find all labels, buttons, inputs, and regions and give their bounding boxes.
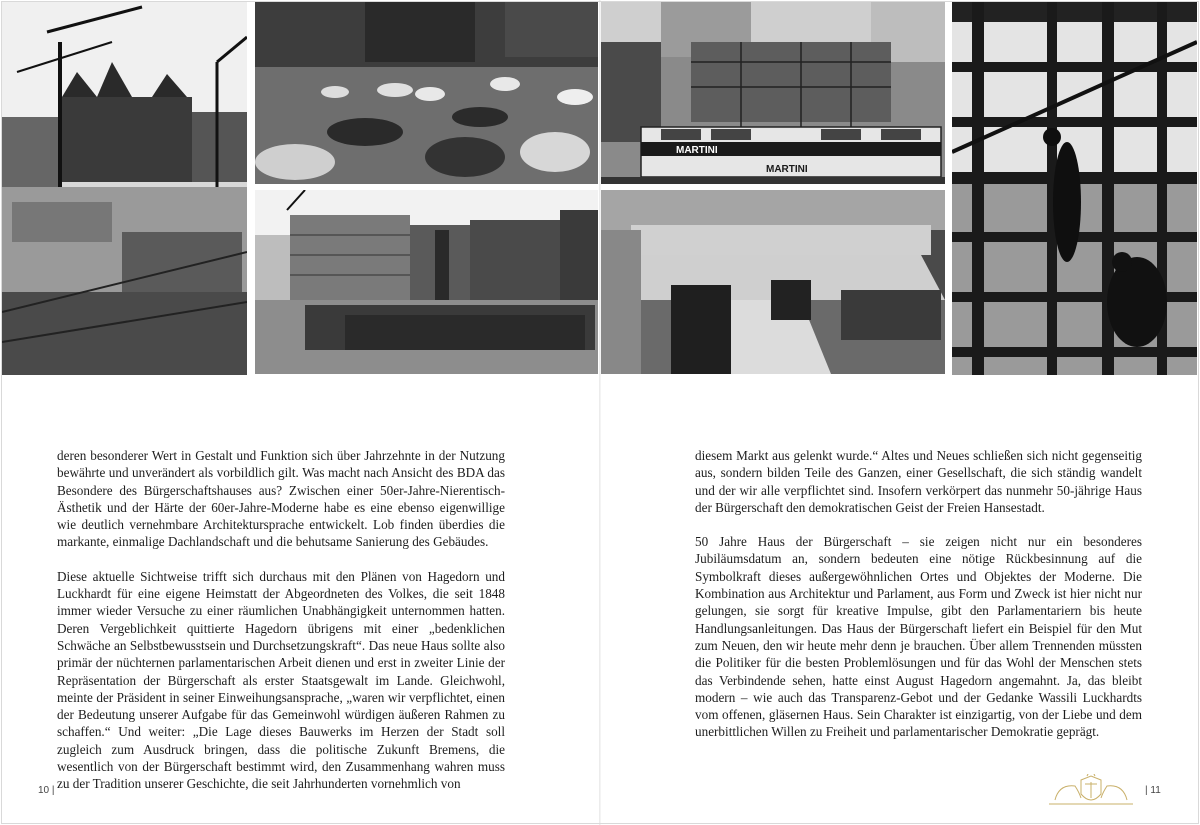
page-number-right: | 11 — [1145, 785, 1161, 796]
photo-parked-cars-square — [255, 2, 598, 184]
text-column-left — [57, 447, 505, 810]
photo-crowd-square — [255, 190, 598, 374]
paragraph: diesem Markt aus gelenkt wurde.“ Altes und Neues schließen sich nicht gegenseitig aus, sondern bilden Teile des Ganzen, einer Gesellschaft, die sich ständig wandelt und der wir alle verpflichtet sind. Insofern verkörpert das nunmehr 50-jährige Haus der Bürgerschaft den demokratischen Geist der Freien Hansestadt. — [695, 448, 1142, 515]
photo-group-inspection — [601, 190, 945, 374]
page-number-left: 10 | — [38, 785, 55, 796]
paragraph: 50 Jahre Haus der Bürgerschaft – sie zeigen nicht nur ein besonderes Jubiläumsdatum an, sondern bedeuten eine nötige Rückbesinnung auf die Symbolkraft dieses außergewöhnlichen Ortes und Objektes der Moderne. Die Kombination aus Architektur und Parlament, aus Form und Zweck ist hier nicht nur gelungen, sie sorgt für kreative Impulse, gibt den Parlamentariern bis heute Handlungsanleitungen. Das Haus der Bürgerschaft liefert ein Beispiel für den Mut zum Neuen, den wir heute mehr denn je brauchen. Über allem Trennenden müssten die Politiker für die besten Problemlösungen und für das Wohl der Menschen stets das Verbindende sehen, hatte einst August Hagedorn angemahnt. Ja, das bleibt modern – wie auch das Transparenz-Gebot und der Gedanke Wassili Luckhardts vom offenen, gläsernen Haus. Sein Charakter ist einzigartig, von der Liebe und dem unerbittlichen Willen zu Freiheit und parlamentarischer Demokratie geprägt. — [695, 534, 1142, 740]
tram-sign-martini-2: MARTINI — [766, 164, 808, 175]
paragraph: Diese aktuelle Sichtweise trifft sich durchaus mit den Plänen von Hagedorn und Luckhardt für eine eigene Heimstatt der Abgeordneten des Volkes, die seit 1848 immer wieder Versuche zu einer räumlichen Unabhängigkeit unternommen hatten. Deren Vergeblichkeit quittierte Hagedorn übrigens mit einer „bedenklichen Schwäche an Selbstbewusstsein und Durchsetzungskraft“. Das neue Haus sollte also primär der nüchternen parlamentarischen Arbeit dienen und erst in zweiter Linie der Repräsentation der Bürgerschaft als erster Staatsgewalt im Lande. Gleichwohl, meinte der Präsident in seiner Einweihungsansprache, „waren wir verpflichtet, einen der Bedeutung unserer Aufgabe für das Gemeinwohl würdigen äußeren Rahmen zu schaffen.“ Und weiter: „Die Lage dieses Bauwerks im Herzen der Stadt soll zugleich zum Ausdruck bringen, dass die politische Zukunft Bremens, die wesentlich von der Bürgerschaft bestimmt wird, den Zusammenhang wahren muss zu der Tradition unserer Geschichte, die seit Jahrhunderten vornehmlich von — [57, 568, 505, 792]
photo-construction-cranes — [2, 2, 247, 375]
page-gutter — [599, 0, 601, 825]
tram-sign-martini-1: MARTINI — [676, 145, 718, 156]
photo-scaffold-tram — [601, 2, 945, 184]
text-column-right — [695, 447, 1142, 758]
paragraph: deren besonderer Wert in Gestalt und Funktion sich über Jahrzehnte in der Nutzung bewährte und unverändert als vorbildlich gilt. Was macht nach Ansicht des BDA das Besondere des Bürgerschaftshauses aus? Zwischen einer 50er-Jahre-Nierentisch-Ästhetik und der Härte der 60er-Jahre-Moderne habe es eine ebenso eigenwillige wie deutlich vernehmbare Architektursprache entwickelt. Lob finden überdies die markante, einmalige Dachlandschaft und die behutsame Sanierung des Gebäudes. — [57, 448, 505, 550]
bremen-coat-of-arms-logo — [1045, 774, 1137, 808]
photo-workers-steel-frame — [952, 2, 1197, 375]
